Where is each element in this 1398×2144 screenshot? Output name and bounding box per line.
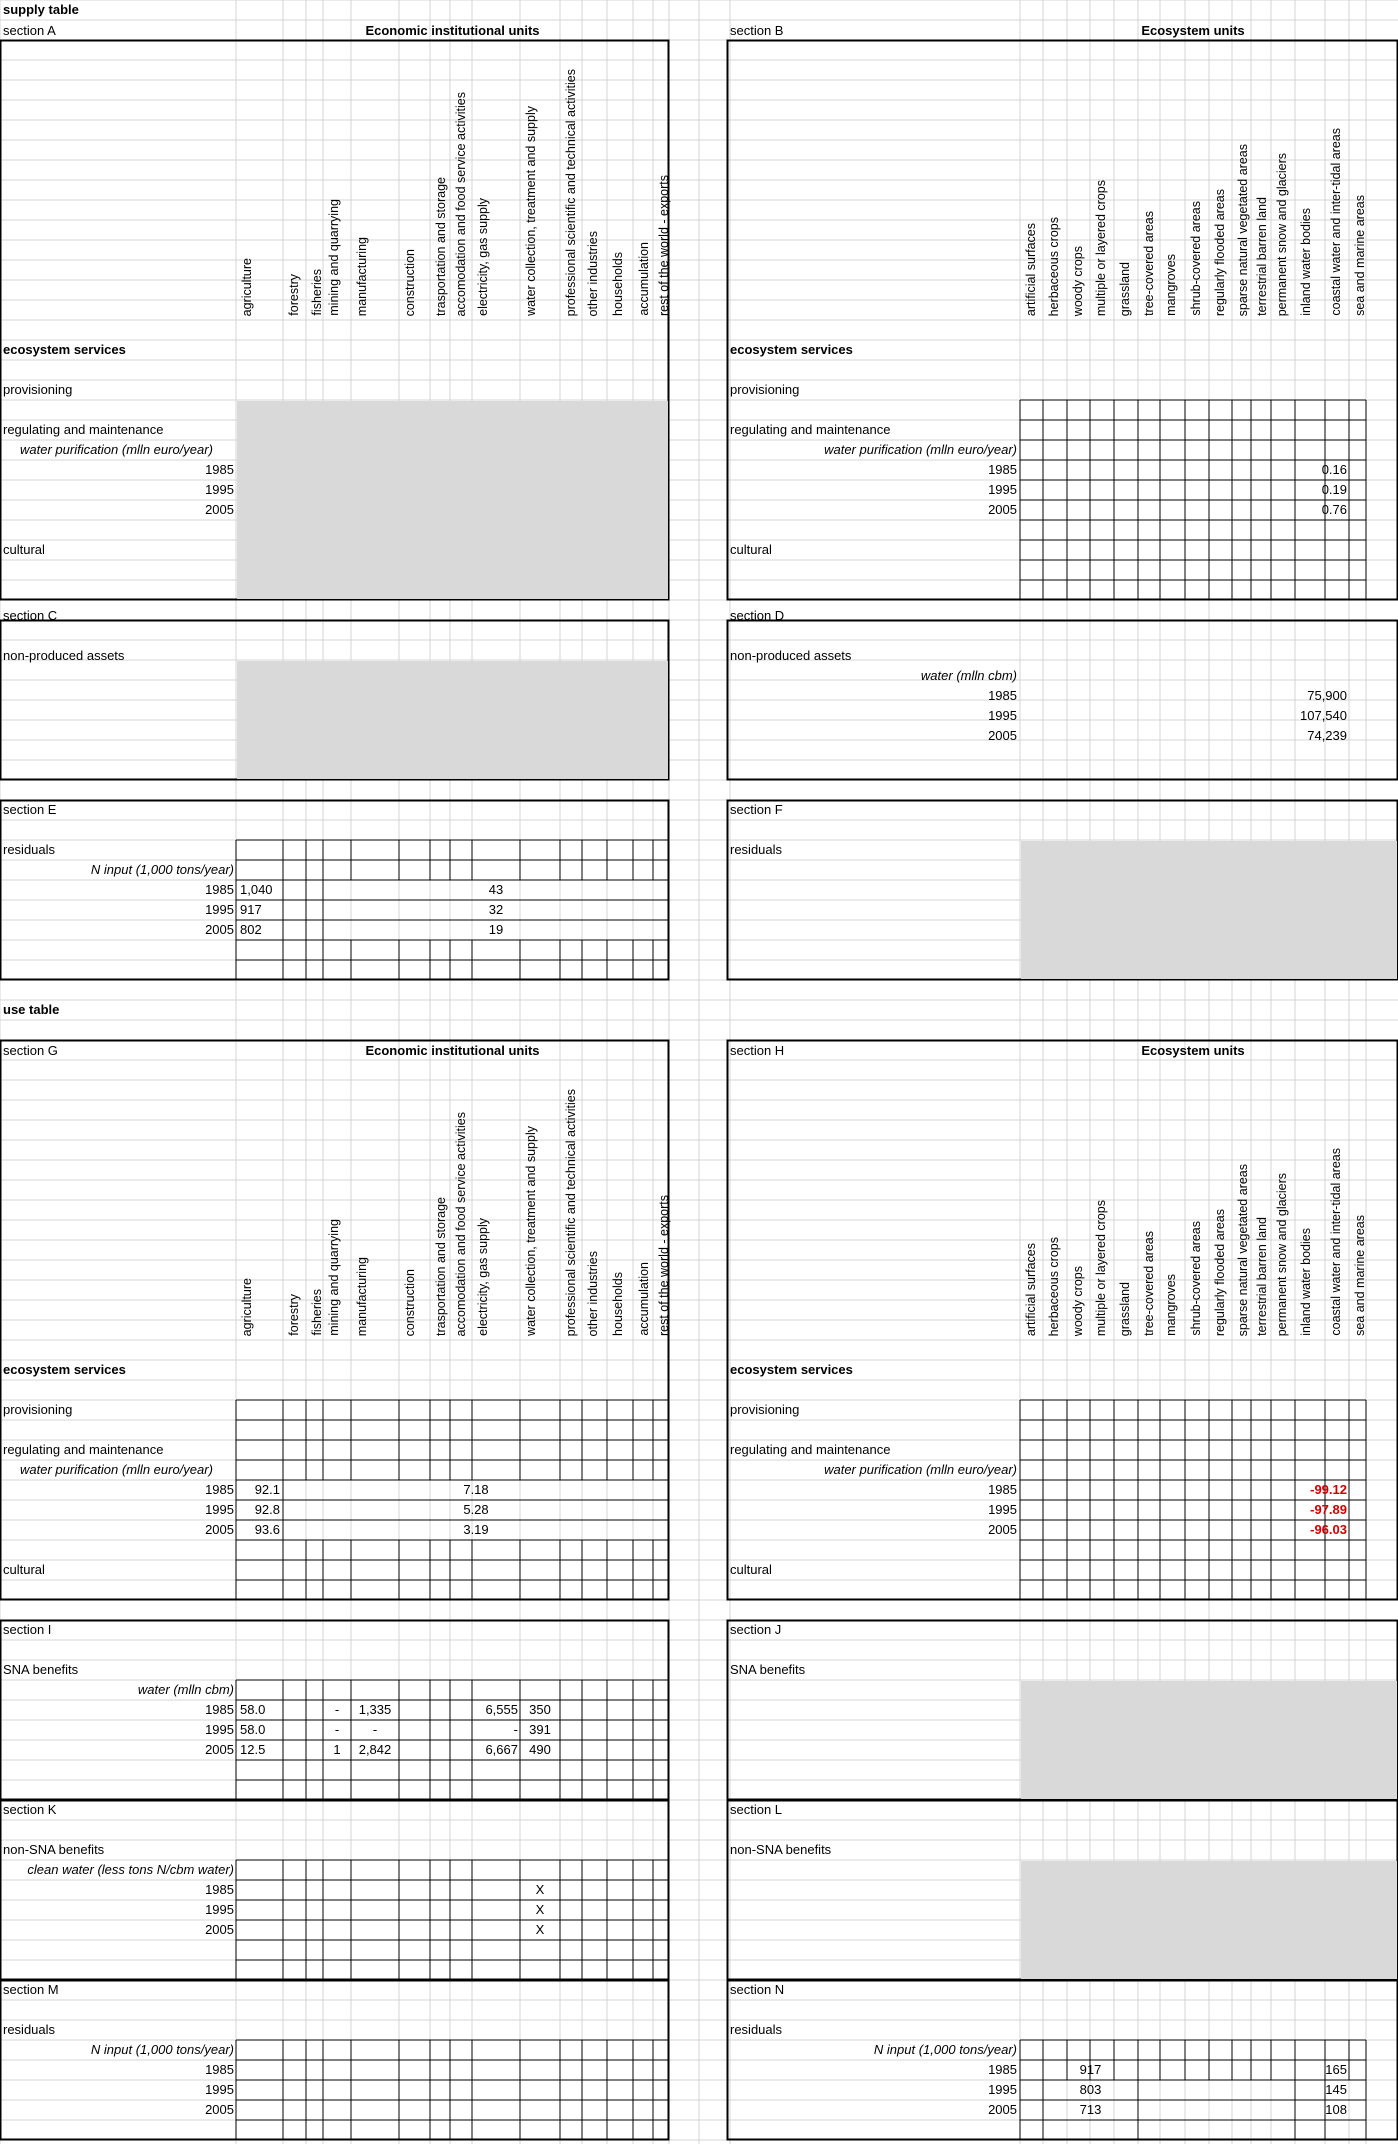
eco-column-header: sparse natural vegetated areas (1236, 143, 1250, 316)
n-input-label: N input (1,000 tons/year) (90, 862, 234, 877)
agriculture-value: 12.5 (240, 1742, 266, 1757)
agriculture-value: 917 (240, 902, 262, 917)
econ-column-header: other industries (586, 1250, 600, 1336)
eco-column-header: terrestrial barren land (1255, 1217, 1269, 1336)
section-label: section L (730, 1802, 783, 1817)
column-header-row (0, 1060, 1398, 1336)
eco-column-header: woody crops (1071, 245, 1085, 316)
residuals-label: residuals (3, 842, 56, 857)
section-label: section N (730, 1982, 785, 1997)
section-label: section I (3, 1622, 52, 1637)
econ-column-header: manufacturing (355, 1256, 369, 1336)
econ-column-header: mining and quarrying (327, 1219, 341, 1336)
econ-column-header: forestry (287, 274, 301, 316)
clean-water-label: clean water (less tons N/cbm water) (27, 1862, 234, 1877)
year-label: 1995 (988, 1502, 1017, 1517)
mining-value: 1 (333, 1742, 341, 1757)
econ-column-header: accumulation (637, 242, 651, 316)
inland-water-value: 75,900 (1307, 688, 1347, 703)
grey-block (1021, 1861, 1397, 1979)
section-label: section D (730, 608, 785, 623)
section-label: section F (730, 802, 783, 817)
econ-column-header: electricity, gas supply (476, 198, 490, 316)
cultural-label: cultural (730, 1562, 772, 1577)
electricity-value: - (513, 1722, 518, 1737)
year-label: 2005 (205, 2102, 234, 2117)
use-table-title: use table (3, 1002, 60, 1017)
econ-column-header: accumulation (637, 1262, 651, 1336)
inland-water-value: -97.89 (1310, 1502, 1347, 1517)
econ-column-header: rest of the world - exports (657, 1194, 671, 1336)
section-label: section B (730, 23, 784, 38)
year-label: 2005 (205, 1742, 234, 1757)
water-supply-value: X (535, 1922, 545, 1937)
water-supply-value: 490 (529, 1742, 551, 1757)
econ-column-header: trasportation and storage (434, 177, 448, 316)
water-label: water (mlln cbm) (137, 1682, 234, 1697)
water-supply-value: X (535, 1882, 545, 1897)
grey-block (237, 401, 668, 599)
crops-value: 917 (1079, 2062, 1102, 2077)
agriculture-value: 58.0 (240, 1702, 266, 1717)
water-supply-value: 391 (529, 1722, 551, 1737)
ecosystem-units-header: Ecosystem units (1141, 1043, 1245, 1058)
ecosystem-services-label: ecosystem services (3, 342, 126, 357)
inland-water-value: -96.03 (1310, 1522, 1347, 1537)
agriculture-value: 802 (240, 922, 262, 937)
eco-column-header: permanent snow and glaciers (1275, 152, 1289, 316)
econ-column-header: professional scientific and technical activities (564, 68, 578, 316)
year-label: 1985 (205, 1482, 234, 1497)
inland-water-value: 0.76 (1321, 502, 1347, 517)
eco-column-header: sea and marine areas (1353, 1215, 1367, 1336)
provisioning-label: provisioning (3, 1402, 73, 1417)
econ-column-header: construction (403, 1268, 417, 1336)
year-label: 2005 (205, 922, 234, 937)
water-purification-label: water purification (mlln euro/year) (20, 1462, 213, 1477)
year-label: 1995 (205, 2082, 234, 2097)
year-label: 2005 (205, 1522, 234, 1537)
economic-units-header: Economic institutional units (365, 23, 540, 38)
eco-column-header: tree-covered areas (1142, 211, 1156, 316)
inland-water-value: 107,540 (1300, 708, 1347, 723)
crops-value: 803 (1079, 2082, 1102, 2097)
econ-column-header: professional scientific and technical activities (564, 1088, 578, 1336)
econ-column-header: forestry (287, 1294, 301, 1336)
eco-column-header: coastal water and inter-tidal areas (1329, 128, 1343, 316)
eco-column-header: shrub-covered areas (1189, 1221, 1203, 1336)
cultural-label: cultural (730, 542, 772, 557)
water-purification-label: water purification (mlln euro/year) (824, 1462, 1017, 1477)
agriculture-value: 92.1 (254, 1482, 280, 1497)
residuals-label: residuals (3, 2022, 56, 2037)
year-label: 2005 (205, 1922, 234, 1937)
eco-column-header: inland water bodies (1299, 208, 1313, 316)
year-label: 1985 (988, 1482, 1017, 1497)
econ-column-header: construction (403, 248, 417, 316)
inland-water-value: 165 (1325, 2062, 1347, 2077)
econ-column-header: agriculture (240, 257, 254, 316)
cultural-label: cultural (3, 542, 45, 557)
year-label: 1985 (988, 462, 1017, 477)
year-label: 1995 (988, 482, 1017, 497)
regulating-label: regulating and maintenance (3, 422, 164, 437)
econ-column-header: water collection, treatment and supply (524, 106, 538, 316)
cultural-label: cultural (3, 1562, 45, 1577)
grey-block (1021, 841, 1397, 979)
eco-column-header: inland water bodies (1299, 1228, 1313, 1336)
water-purification-label: water purification (mlln euro/year) (824, 442, 1017, 457)
n-input-label: N input (1,000 tons/year) (90, 2042, 234, 2057)
eco-column-header: sparse natural vegetated areas (1236, 1163, 1250, 1336)
eco-column-header: permanent snow and glaciers (1275, 1172, 1289, 1336)
section-label: section M (3, 1982, 59, 1997)
year-label: 2005 (988, 728, 1017, 743)
year-label: 1995 (205, 1502, 234, 1517)
eco-column-header: woody crops (1071, 1265, 1085, 1336)
other-industries-value: 32 (488, 902, 504, 917)
year-label: 1995 (205, 1722, 234, 1737)
inland-water-value: 108 (1325, 2102, 1347, 2117)
ecosystem-services-label: ecosystem services (730, 342, 853, 357)
mining-value: - (334, 1702, 340, 1717)
non-produced-label: non-produced assets (3, 648, 125, 663)
inland-water-value: 145 (1325, 2082, 1347, 2097)
econ-column-header: fisheries (310, 1289, 324, 1336)
manufacturing-value: - (372, 1722, 378, 1737)
eco-column-header: multiple or layered crops (1094, 1199, 1108, 1336)
inland-water-value: 0.19 (1321, 482, 1347, 497)
water-supply-value: X (535, 1902, 545, 1917)
year-label: 1985 (205, 882, 234, 897)
econ-column-header: fisheries (310, 269, 324, 316)
eco-column-header: herbaceous crops (1047, 216, 1061, 316)
agriculture-value: 92.8 (254, 1502, 280, 1517)
year-label: 1985 (205, 1702, 234, 1717)
eco-column-header: coastal water and inter-tidal areas (1329, 1148, 1343, 1336)
crops-value: 713 (1079, 2102, 1102, 2117)
econ-column-header: mining and quarrying (327, 199, 341, 316)
year-label: 2005 (205, 502, 234, 517)
sna-label: SNA benefits (3, 1662, 79, 1677)
section-label: section J (730, 1622, 782, 1637)
provisioning-label: provisioning (730, 1402, 800, 1417)
other-industries-value: 43 (488, 882, 504, 897)
manufacturing-value: 1,335 (358, 1702, 392, 1717)
year-label: 2005 (988, 1522, 1017, 1537)
grey-block (237, 661, 668, 779)
year-label: 1985 (988, 2062, 1017, 2077)
section-label: section H (730, 1043, 785, 1058)
water-purification-label: water purification (mlln euro/year) (20, 442, 213, 457)
econ-column-header: trasportation and storage (434, 1197, 448, 1336)
agriculture-value: 58.0 (240, 1722, 266, 1737)
provisioning-label: provisioning (730, 382, 800, 397)
regulating-label: regulating and maintenance (3, 1442, 164, 1457)
eco-column-header: mangroves (1164, 1274, 1178, 1336)
n-input-label: N input (1,000 tons/year) (873, 2042, 1017, 2057)
grey-block (1021, 1681, 1397, 1799)
year-label: 1985 (205, 1882, 234, 1897)
economic-units-header: Economic institutional units (365, 1043, 540, 1058)
manufacturing-value: 2,842 (358, 1742, 392, 1757)
year-label: 2005 (988, 502, 1017, 517)
mining-value: - (334, 1722, 340, 1737)
water-label: water (mlln cbm) (920, 668, 1017, 683)
econ-column-header: manufacturing (355, 236, 369, 316)
year-label: 2005 (988, 2102, 1017, 2117)
column-header-row (0, 40, 1398, 316)
eco-column-header: artificial surfaces (1024, 222, 1038, 316)
econ-column-header: accomodation and food service activities (454, 91, 468, 316)
econ-column-header: households (611, 1272, 625, 1336)
supply-table-title: supply table (3, 2, 79, 17)
ecosystem-services-label: ecosystem services (3, 1362, 126, 1377)
eco-column-header: multiple or layered crops (1094, 179, 1108, 316)
residuals-label: residuals (730, 842, 783, 857)
electricity-value: 6,667 (485, 1742, 518, 1757)
year-label: 1995 (988, 2082, 1017, 2097)
section-label: section E (3, 802, 57, 817)
eco-column-header: terrestrial barren land (1255, 197, 1269, 316)
year-label: 1985 (205, 2062, 234, 2077)
eco-column-header: regularly flooded areas (1213, 188, 1227, 316)
inland-water-value: -99.12 (1310, 1482, 1347, 1497)
econ-column-header: accomodation and food service activities (454, 1111, 468, 1336)
eco-column-header: sea and marine areas (1353, 195, 1367, 316)
year-label: 1995 (205, 902, 234, 917)
non-sna-label: non-SNA benefits (730, 1842, 832, 1857)
regulating-label: regulating and maintenance (730, 422, 891, 437)
year-label: 1995 (205, 1902, 234, 1917)
eco-column-header: herbaceous crops (1047, 1236, 1061, 1336)
other-industries-value: 5.28 (463, 1502, 489, 1517)
eco-column-header: shrub-covered areas (1189, 201, 1203, 316)
section-label: section G (3, 1043, 58, 1058)
provisioning-label: provisioning (3, 382, 73, 397)
year-label: 1995 (988, 708, 1017, 723)
inland-water-value: 0.16 (1321, 462, 1347, 477)
section-label: section K (3, 1802, 57, 1817)
regulating-label: regulating and maintenance (730, 1442, 891, 1457)
sna-label: SNA benefits (730, 1662, 806, 1677)
ecosystem-units-header: Ecosystem units (1141, 23, 1245, 38)
agriculture-value: 1,040 (240, 882, 273, 897)
econ-column-header: electricity, gas supply (476, 1218, 490, 1336)
eco-column-header: mangroves (1164, 254, 1178, 316)
eco-column-header: regularly flooded areas (1213, 1208, 1227, 1336)
econ-column-header: water collection, treatment and supply (524, 1126, 538, 1336)
other-industries-value: 19 (488, 922, 504, 937)
electricity-value: 6,555 (485, 1702, 518, 1717)
other-industries-value: 3.19 (463, 1522, 489, 1537)
year-label: 1985 (205, 462, 234, 477)
econ-column-header: rest of the world - exports (657, 174, 671, 316)
water-supply-value: 350 (529, 1702, 551, 1717)
eco-column-header: grassland (1118, 261, 1132, 316)
eco-column-header: grassland (1118, 1281, 1132, 1336)
econ-column-header: agriculture (240, 1277, 254, 1336)
non-produced-label: non-produced assets (730, 648, 852, 663)
year-label: 1995 (205, 482, 234, 497)
ecosystem-services-label: ecosystem services (730, 1362, 853, 1377)
econ-column-header: households (611, 252, 625, 316)
section-label: section A (3, 23, 56, 38)
other-industries-value: 7.18 (463, 1482, 489, 1497)
section-label: section C (3, 608, 58, 623)
non-sna-label: non-SNA benefits (3, 1842, 105, 1857)
year-label: 1985 (988, 688, 1017, 703)
agriculture-value: 93.6 (254, 1522, 280, 1537)
residuals-label: residuals (730, 2022, 783, 2037)
eco-column-header: tree-covered areas (1142, 1231, 1156, 1336)
eco-column-header: artificial surfaces (1024, 1242, 1038, 1336)
econ-column-header: other industries (586, 230, 600, 316)
inland-water-value: 74,239 (1307, 728, 1347, 743)
